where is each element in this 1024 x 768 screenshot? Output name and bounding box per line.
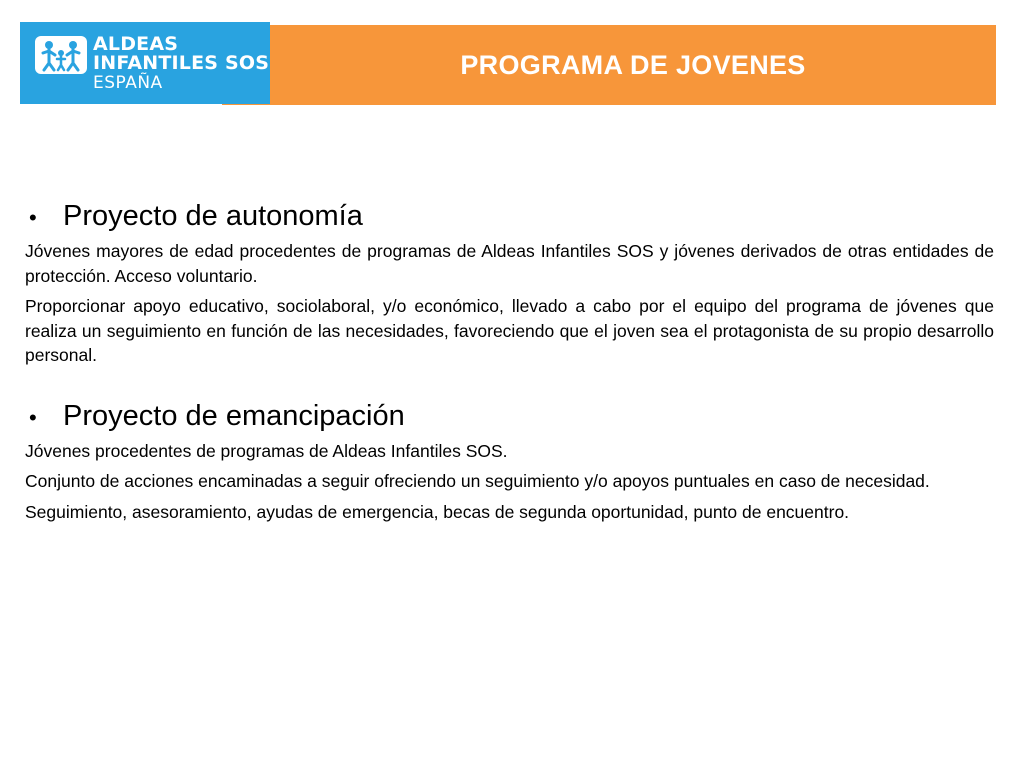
paragraph: Jóvenes procedentes de programas de Aldeas Infantiles SOS. <box>25 440 508 461</box>
section-heading <box>25 400 994 433</box>
paragraph: Jóvenes mayores de edad procedentes de programas de Aldeas Infantiles SOS y jóvenes derivados de otras entidades de protección. Acceso voluntario. <box>25 241 994 286</box>
bullet-icon: • <box>29 404 37 430</box>
logo-line-2: INFANTILES SOS <box>93 52 270 74</box>
slide-content <box>25 200 994 556</box>
logo-line-1: ALDEAS <box>93 33 179 55</box>
section-emancipacion <box>25 400 994 525</box>
logo-text <box>93 35 269 93</box>
section-autonomia <box>25 200 994 368</box>
paragraph: Proporcionar apoyo educativo, sociolaboral, y/o económico, llevado a cabo por el equipo del programa de jóvenes que realiza un seguimiento en función de las necesidades, favoreciendo que el joven sea el protagonista de su propio desarrollo personal. <box>25 296 994 365</box>
logo-line-3: ESPAÑA <box>93 73 163 93</box>
logo <box>20 22 270 104</box>
paragraph: Conjunto de acciones encaminadas a seguir ofreciendo un seguimiento y/o apoyos puntuales en caso de necesidad. <box>25 471 930 491</box>
paragraph: Seguimiento, asesoramiento, ayudas de emergencia, becas de segunda oportunidad, punto de encuentro. <box>25 501 850 522</box>
section-heading <box>25 200 994 233</box>
heading-text: Proyecto de emancipación <box>63 399 405 432</box>
bullet-icon: • <box>29 205 37 230</box>
heading-text: Proyecto de autonomía <box>63 200 363 232</box>
aldeas-sos-children-logo-icon <box>35 36 87 74</box>
page-title: PROGRAMA DE JOVENES <box>460 49 806 80</box>
